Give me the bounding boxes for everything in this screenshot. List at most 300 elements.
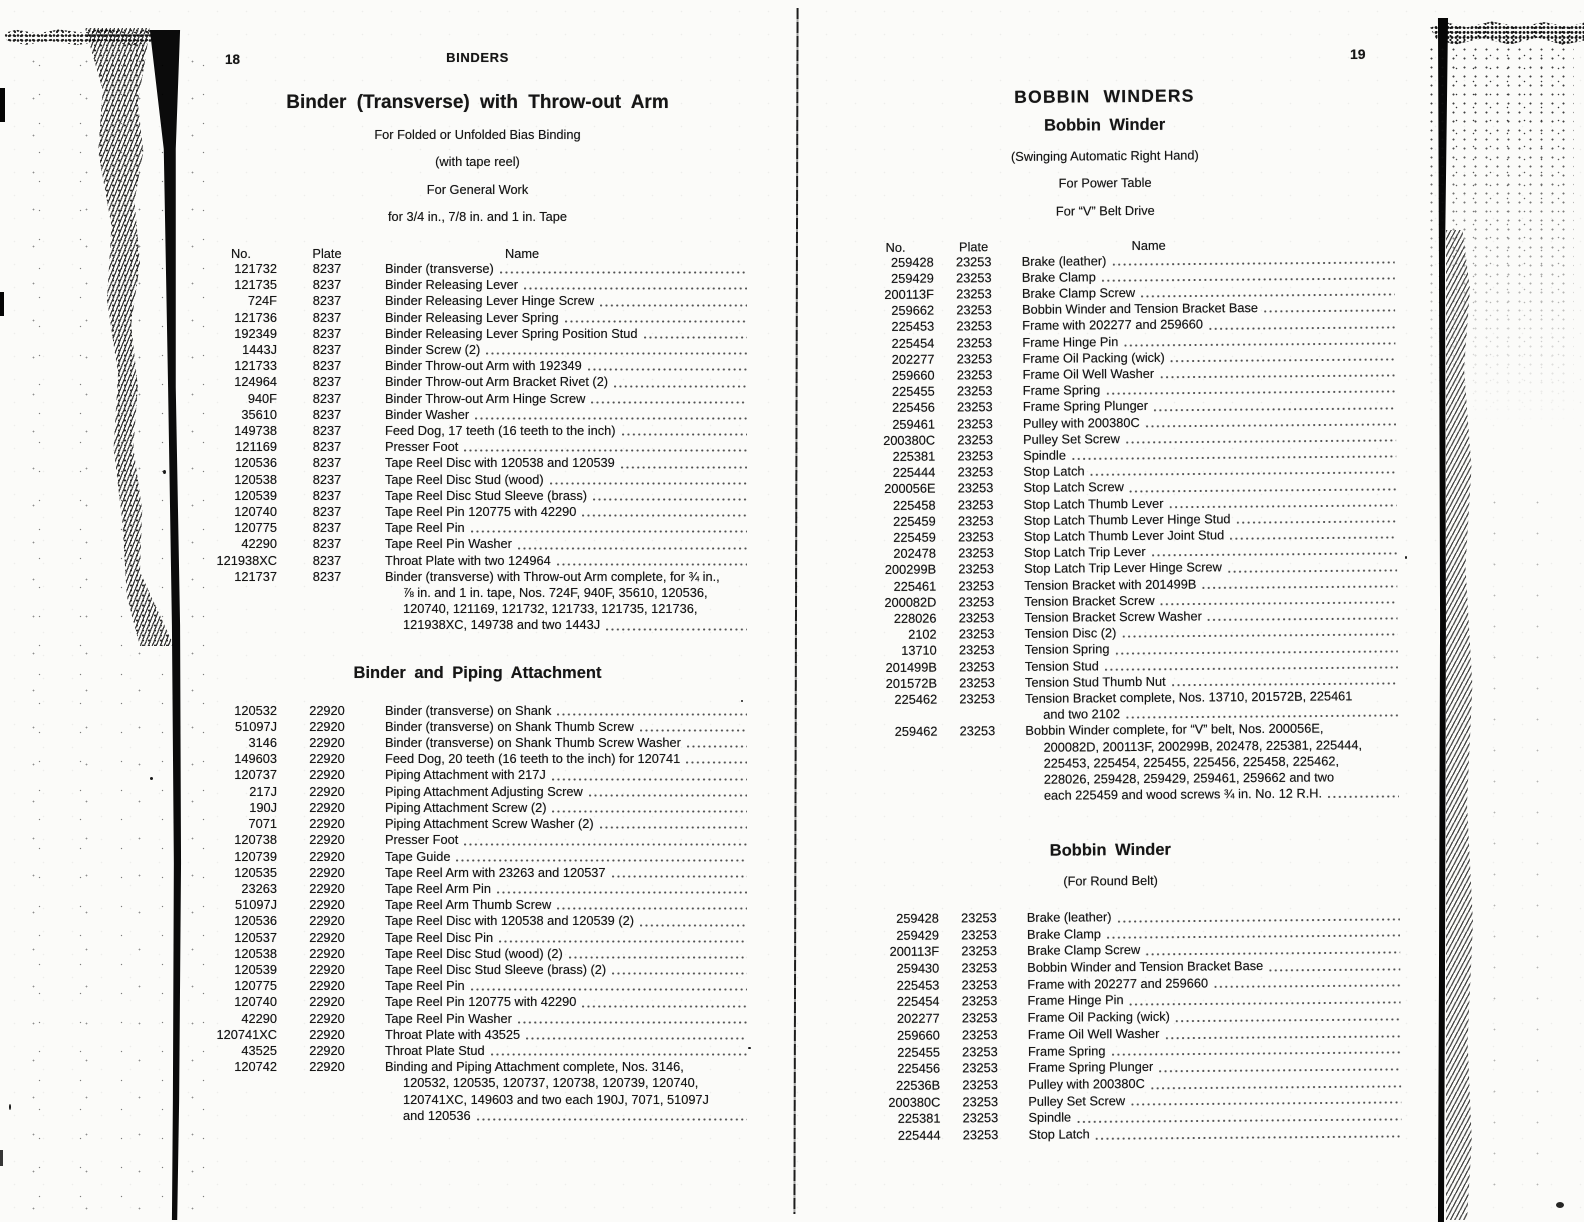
part-number: 42290 bbox=[241, 536, 277, 552]
part-name-text: Feed Dog, 20 teeth (16 teeth to the inch) for 120741 bbox=[385, 751, 681, 767]
part-number: 35610 bbox=[241, 406, 277, 422]
table-row-continuation bbox=[862, 785, 1402, 805]
dot-leader bbox=[640, 729, 747, 732]
plate-number: 23253 bbox=[956, 302, 992, 318]
part-number: 124964 bbox=[234, 374, 277, 390]
part-name-text: Tension Bracket complete, Nos. 13710, 201572B, 225461 bbox=[1025, 688, 1353, 706]
scan-artifact-corner-dot bbox=[1556, 1202, 1564, 1208]
part-name-text: Piping Attachment with 217J bbox=[385, 767, 546, 783]
dot-leader bbox=[687, 745, 747, 748]
part-name bbox=[377, 407, 750, 423]
part-name-text: Tension Spring bbox=[1024, 641, 1110, 658]
part-number: 23263 bbox=[241, 880, 277, 896]
section-subtitle: For Folded or Unfolded Bias Binding bbox=[374, 126, 581, 142]
part-name-continued bbox=[377, 1075, 750, 1091]
part-name-text: Frame Oil Packing (wick) bbox=[1027, 1008, 1170, 1025]
part-number: 201499B bbox=[885, 659, 937, 675]
dot-leader bbox=[644, 336, 747, 339]
part-name-text: Binder (transverse) bbox=[385, 261, 494, 276]
table-row bbox=[205, 1059, 750, 1075]
table-row bbox=[205, 1011, 750, 1027]
part-name-continued bbox=[377, 1108, 750, 1124]
dot-leader bbox=[526, 1037, 747, 1040]
plate-number: 23253 bbox=[956, 350, 993, 367]
part-number: 259462 bbox=[894, 723, 938, 740]
part-number: 202277 bbox=[896, 1010, 940, 1026]
part-number-spacer bbox=[862, 756, 938, 773]
dot-leader bbox=[1170, 504, 1397, 509]
plate-number: 22920 bbox=[309, 880, 345, 896]
running-head-binders: BINDERS bbox=[446, 50, 509, 65]
part-name-text: Frame Spring bbox=[1022, 382, 1101, 398]
part-name bbox=[377, 881, 750, 897]
part-name bbox=[377, 553, 750, 569]
part-number: 940F bbox=[247, 390, 277, 406]
dot-leader bbox=[497, 891, 747, 894]
part-number: 3146 bbox=[248, 735, 277, 751]
dot-leader bbox=[552, 810, 747, 813]
table-row bbox=[205, 310, 750, 326]
part-name-text: Tape Reel Arm Pin bbox=[385, 880, 491, 896]
parts-section bbox=[862, 839, 1404, 1145]
table-row bbox=[205, 488, 750, 504]
table-row bbox=[205, 536, 750, 552]
dot-leader bbox=[600, 826, 747, 829]
part-name bbox=[377, 310, 750, 326]
table-row bbox=[205, 881, 750, 897]
dot-leader bbox=[486, 352, 747, 355]
part-name-text: Throat Plate Stud bbox=[385, 1042, 485, 1058]
part-number: 192349 bbox=[234, 325, 277, 341]
part-name-continued bbox=[377, 585, 750, 601]
plate-number: 22920 bbox=[309, 897, 345, 913]
parts-table bbox=[858, 235, 1402, 805]
plate-number: 23253 bbox=[961, 1010, 998, 1026]
part-name-text: 120532, 120535, 120737, 120738, 120739, 120740, bbox=[403, 1075, 699, 1091]
part-name bbox=[377, 816, 750, 832]
section-title: Binder and Piping Attachment bbox=[353, 663, 602, 682]
table-row bbox=[205, 439, 750, 455]
dot-leader bbox=[1122, 633, 1397, 638]
dot-leader bbox=[557, 563, 747, 566]
table-row bbox=[205, 800, 750, 816]
part-name bbox=[377, 865, 750, 881]
part-number: 259660 bbox=[897, 1027, 940, 1043]
table-row bbox=[205, 1027, 750, 1043]
plate-number: 23253 bbox=[956, 318, 993, 334]
part-number: 259429 bbox=[896, 927, 940, 943]
part-name-text: Tension Bracket Screw Washer bbox=[1024, 608, 1202, 625]
part-number: 120742 bbox=[234, 1059, 277, 1075]
part-name-text: Spindle bbox=[1028, 1109, 1072, 1126]
part-name-text: 121938XC, 149738 and two 1443J bbox=[403, 617, 601, 633]
part-name bbox=[377, 930, 750, 946]
part-number: 190J bbox=[249, 799, 277, 815]
part-number: 121735 bbox=[234, 277, 277, 293]
plate-number: 22920 bbox=[309, 1026, 345, 1042]
plate-number: 23253 bbox=[957, 448, 994, 464]
part-number: 120536 bbox=[234, 913, 277, 929]
dot-leader bbox=[1091, 471, 1397, 476]
part-name-text: Presser Foot bbox=[385, 832, 459, 848]
part-name-text: Frame Oil Well Washer bbox=[1027, 1025, 1160, 1042]
part-name bbox=[377, 978, 750, 994]
parts-table bbox=[205, 703, 750, 1124]
part-name-text: Binder (transverse) on Shank Thumb Screw bbox=[385, 718, 634, 734]
table-row bbox=[205, 897, 750, 913]
dot-leader bbox=[588, 368, 747, 371]
plate-spacer bbox=[277, 585, 377, 601]
part-number: 121938XC bbox=[216, 552, 277, 568]
part-name bbox=[377, 439, 750, 455]
plate-number: 23253 bbox=[958, 593, 995, 610]
dot-leader bbox=[1077, 1118, 1401, 1124]
table-row bbox=[205, 277, 750, 293]
part-name bbox=[377, 520, 750, 536]
dot-leader bbox=[1214, 984, 1400, 988]
plate-number: 8237 bbox=[312, 504, 342, 520]
part-name-text: 120740, 121169, 121732, 121733, 121735, 121736, bbox=[403, 601, 698, 617]
dot-leader bbox=[1151, 1085, 1401, 1090]
section-title: Binder (Transverse) with Throw-out Arm bbox=[286, 92, 669, 113]
dot-leader bbox=[1124, 342, 1395, 347]
part-name-text: Binding and Piping Attachment complete, Nos. 3146, bbox=[385, 1059, 684, 1075]
plate-number: 8237 bbox=[312, 471, 342, 487]
table-row bbox=[205, 784, 750, 800]
part-number: 121736 bbox=[234, 309, 277, 325]
part-name-text: Tape Reel Arm Thumb Screw bbox=[385, 897, 552, 913]
part-name-text: Stop Latch Trip Lever Hinge Screw bbox=[1024, 559, 1222, 577]
table-row bbox=[205, 865, 750, 881]
page-18-sections bbox=[205, 92, 750, 1124]
part-name bbox=[377, 897, 750, 913]
part-name-text: Binder Throw-out Arm Bracket Rivet (2) bbox=[385, 374, 609, 390]
dot-leader bbox=[622, 433, 748, 436]
part-name bbox=[377, 342, 750, 358]
part-number: 121733 bbox=[234, 358, 277, 374]
plate-number: 23253 bbox=[961, 993, 998, 1009]
part-name bbox=[377, 1027, 750, 1043]
part-number: 13710 bbox=[901, 642, 937, 659]
dot-leader bbox=[1230, 536, 1397, 540]
part-name bbox=[377, 784, 750, 800]
part-name-text: Frame Spring Plunger bbox=[1022, 398, 1149, 415]
dot-leader bbox=[1126, 714, 1398, 719]
plate-number: 22920 bbox=[309, 945, 345, 961]
part-number: 259428 bbox=[890, 254, 934, 270]
table-row bbox=[205, 374, 750, 390]
table-row bbox=[205, 1043, 750, 1059]
part-name-text: Binder Throw-out Arm Hinge Screw bbox=[385, 390, 586, 406]
table-row bbox=[205, 569, 750, 585]
plate-number: 23253 bbox=[955, 269, 992, 286]
dot-leader bbox=[612, 972, 747, 975]
page-19-main-heading: BOBBIN WINDERS bbox=[1014, 85, 1195, 107]
dot-leader bbox=[1237, 520, 1397, 524]
part-name-text: Frame with 202277 and 259660 bbox=[1027, 975, 1209, 992]
dot-leader bbox=[518, 1021, 747, 1024]
plate-number: 22920 bbox=[309, 799, 345, 815]
part-name-text: Binder Releasing Lever Hinge Screw bbox=[385, 293, 595, 309]
column-header-plate: Plate bbox=[958, 238, 989, 254]
table-row-continuation bbox=[205, 1092, 750, 1108]
part-number: 120539 bbox=[234, 961, 277, 977]
dot-leader bbox=[1176, 1018, 1401, 1023]
scan-artifact-right-hatch-band bbox=[1446, 230, 1476, 1220]
dot-leader bbox=[565, 320, 747, 323]
part-number: 121732 bbox=[234, 261, 277, 276]
plate-number: 22920 bbox=[309, 913, 345, 929]
dot-leader bbox=[518, 547, 747, 550]
page-19-column bbox=[856, 40, 1405, 1145]
part-number: 259429 bbox=[891, 270, 934, 286]
part-name-text: Tape Reel Disc Stud Sleeve (brass) (2) bbox=[385, 961, 607, 977]
part-name-text: Stop Latch Trip Lever bbox=[1023, 544, 1146, 561]
plate-number: 22920 bbox=[309, 848, 345, 864]
dot-leader bbox=[1208, 617, 1398, 621]
part-number: 200380C bbox=[883, 432, 936, 448]
dot-leader bbox=[589, 794, 747, 797]
section-subtitle: For Power Table bbox=[1058, 174, 1152, 191]
part-name-text: Piping Attachment Screw Washer (2) bbox=[385, 816, 594, 832]
part-number: 22536B bbox=[895, 1077, 941, 1093]
part-number: 259660 bbox=[891, 367, 935, 383]
plate-number: 23253 bbox=[958, 577, 995, 593]
part-name-text: Feed Dog, 17 teeth (16 teeth to the inch) bbox=[385, 423, 616, 439]
part-name-text: 228026, 259428, 259429, 259461, 259662 and two bbox=[1043, 769, 1335, 787]
dot-leader bbox=[477, 1118, 747, 1121]
part-name-text: Bobbin Winder and Tension Bracket Base bbox=[1027, 958, 1264, 975]
part-number: 200082D bbox=[884, 594, 937, 610]
dot-leader bbox=[550, 482, 747, 485]
part-name-text: Tape Reel Disc with 120538 and 120539 bbox=[385, 455, 615, 471]
part-number: 1443J bbox=[242, 342, 277, 358]
part-name-text: Binder (transverse) on Shank bbox=[385, 702, 552, 718]
table-row bbox=[205, 407, 750, 423]
plate-number: 8237 bbox=[312, 277, 342, 293]
parts-section bbox=[205, 92, 750, 634]
part-name-text: Tension Stud bbox=[1024, 657, 1099, 674]
plate-number: 8237 bbox=[312, 261, 342, 276]
scan-artifact-top-right-band bbox=[1430, 20, 1584, 46]
dot-leader bbox=[1171, 358, 1396, 363]
column-header-name: Name bbox=[505, 246, 540, 261]
dot-leader bbox=[1130, 487, 1397, 492]
plate-number: 8237 bbox=[312, 423, 342, 439]
part-number: 149603 bbox=[234, 751, 277, 767]
part-name-text: Brake Clamp Screw bbox=[1027, 942, 1141, 959]
part-number: 120738 bbox=[234, 832, 277, 848]
part-name-text: Brake (leather) bbox=[1026, 909, 1112, 925]
plate-number: 22920 bbox=[309, 864, 345, 880]
part-name-text: Presser Foot bbox=[385, 439, 459, 455]
plate-spacer bbox=[938, 788, 1018, 805]
part-name bbox=[1021, 1124, 1405, 1144]
part-name bbox=[377, 504, 750, 520]
table-row bbox=[205, 391, 750, 407]
table-column-headers bbox=[205, 246, 750, 261]
part-name-text: and 120536 bbox=[403, 1107, 471, 1123]
plate-number: 23253 bbox=[962, 1043, 998, 1059]
section-subtitle: (with tape reel) bbox=[435, 154, 520, 169]
part-name-continued bbox=[377, 617, 750, 633]
table-row bbox=[205, 946, 750, 962]
part-name-text: Binder Screw (2) bbox=[385, 342, 481, 358]
plate-spacer bbox=[277, 1075, 377, 1091]
table-row bbox=[865, 1124, 1405, 1145]
plate-number: 23253 bbox=[957, 464, 994, 480]
dot-leader bbox=[621, 466, 747, 469]
page-number-18: 18 bbox=[225, 52, 241, 67]
part-name bbox=[377, 1043, 750, 1059]
dot-leader bbox=[1131, 1101, 1401, 1106]
part-number-spacer bbox=[205, 1075, 277, 1091]
part-name-text: Binder (transverse) on Shank Thumb Screw Washer bbox=[385, 735, 681, 751]
part-number: 217J bbox=[249, 783, 277, 799]
dot-leader bbox=[1141, 293, 1395, 298]
dot-leader bbox=[1096, 1135, 1402, 1140]
part-name bbox=[377, 293, 750, 309]
part-name-text: Spindle bbox=[1023, 447, 1066, 463]
table-row-continuation bbox=[205, 1075, 750, 1091]
part-number: 225381 bbox=[897, 1110, 941, 1127]
parts-section bbox=[857, 114, 1402, 806]
part-name-text: Tape Reel Pin 120775 with 42290 bbox=[385, 504, 577, 520]
table-row bbox=[205, 261, 750, 277]
part-name-text: Tape Guide bbox=[385, 848, 451, 864]
dot-leader bbox=[1264, 309, 1395, 313]
part-name-text: Binder Releasing Lever Spring Position Stud bbox=[385, 325, 638, 341]
part-name-text: Pulley with 200380C bbox=[1028, 1075, 1145, 1092]
scan-artifact-right-speckles bbox=[1424, 44, 1574, 424]
part-number: 120775 bbox=[234, 520, 277, 536]
plate-number: 8237 bbox=[312, 406, 342, 422]
dot-leader bbox=[1072, 455, 1396, 461]
part-number: 225459 bbox=[892, 513, 936, 529]
dot-leader bbox=[1106, 390, 1395, 395]
dot-leader bbox=[471, 988, 747, 991]
table-row bbox=[205, 751, 750, 767]
part-number: 120775 bbox=[234, 978, 277, 994]
dot-leader bbox=[593, 498, 747, 501]
part-name-text: Stop Latch bbox=[1023, 463, 1085, 479]
plate-number: 8237 bbox=[312, 487, 342, 503]
dot-leader bbox=[582, 1005, 747, 1008]
dot-leader bbox=[614, 385, 747, 388]
part-number: 225461 bbox=[893, 578, 937, 594]
plate-number: 22920 bbox=[309, 929, 345, 945]
plate-number: 22920 bbox=[309, 702, 345, 718]
plate-number: 8237 bbox=[312, 520, 342, 536]
scan-artifact-edge-dash bbox=[0, 1150, 3, 1166]
plate-number: 8237 bbox=[312, 455, 342, 471]
dot-leader bbox=[1209, 325, 1395, 329]
part-number: 42290 bbox=[241, 1010, 277, 1026]
part-name bbox=[377, 536, 750, 552]
plate-number: 23253 bbox=[962, 1127, 999, 1143]
table-row bbox=[205, 832, 750, 848]
part-name-text: Throat Plate with 43525 bbox=[385, 1026, 521, 1042]
plate-spacer bbox=[938, 756, 1018, 773]
table-row bbox=[205, 913, 750, 929]
part-name-text: Frame Hinge Pin bbox=[1022, 333, 1119, 350]
plate-number: 22920 bbox=[309, 978, 345, 994]
part-name-text: Binder Releasing Lever bbox=[385, 277, 519, 293]
part-name bbox=[377, 994, 750, 1010]
table-row bbox=[205, 816, 750, 832]
plate-number: 22920 bbox=[309, 751, 345, 767]
part-name bbox=[377, 569, 750, 585]
plate-number: 23253 bbox=[961, 909, 997, 926]
part-name bbox=[377, 423, 750, 439]
part-number: 51097J bbox=[235, 897, 277, 913]
part-name bbox=[377, 261, 750, 277]
part-name-text: Tension Bracket with 201499B bbox=[1024, 576, 1197, 593]
part-number-spacer bbox=[205, 1092, 277, 1108]
table-row bbox=[205, 358, 750, 374]
table-row bbox=[205, 455, 750, 471]
table-row-continuation bbox=[205, 601, 750, 617]
plate-spacer bbox=[277, 617, 377, 633]
part-number: 2102 bbox=[908, 626, 937, 642]
part-name-text: Binder Washer bbox=[385, 406, 470, 422]
scan-artifact-edge-dash bbox=[0, 88, 5, 122]
part-name bbox=[377, 358, 750, 374]
scan-artifact-left-hatch-band bbox=[74, 28, 184, 646]
plate-number: 8237 bbox=[312, 293, 342, 309]
part-number-spacer bbox=[861, 708, 937, 725]
dot-leader bbox=[1105, 666, 1398, 671]
table-row-continuation bbox=[205, 617, 750, 633]
part-name-text: and two 2102 bbox=[1043, 706, 1121, 722]
part-name-text: Pulley with 200380C bbox=[1022, 414, 1140, 431]
part-number: 225444 bbox=[892, 464, 936, 481]
part-number: 200056E bbox=[884, 480, 936, 497]
dot-leader bbox=[475, 417, 747, 420]
part-number: 225453 bbox=[891, 318, 935, 335]
plate-number: 23253 bbox=[962, 1060, 998, 1076]
part-name bbox=[377, 326, 750, 342]
page-number-19: 19 bbox=[1350, 46, 1366, 62]
part-name-text: Tension Disc (2) bbox=[1024, 625, 1117, 642]
part-number: 200113F bbox=[889, 943, 940, 960]
dot-leader bbox=[1146, 951, 1400, 956]
plate-spacer bbox=[937, 740, 1017, 757]
section-subtitle: For “V” Belt Drive bbox=[1055, 202, 1155, 219]
part-name-text: 120741XC, 149603 and two each 190J, 7071, 51097J bbox=[403, 1091, 709, 1107]
plate-number: 8237 bbox=[312, 439, 342, 455]
column-header-name: Name bbox=[1131, 237, 1166, 253]
plate-number: 22920 bbox=[309, 1010, 345, 1026]
section-subtitle: for 3/4 in., 7/8 in. and 1 in. Tape bbox=[387, 209, 568, 224]
part-number: 120740 bbox=[234, 504, 277, 520]
part-name bbox=[377, 800, 750, 816]
part-number: 201572B bbox=[885, 675, 938, 691]
section-subtitle: (Swinging Automatic Right Hand) bbox=[1010, 146, 1199, 164]
dot-leader bbox=[1328, 795, 1399, 799]
part-number: 200380C bbox=[888, 1094, 941, 1110]
dot-leader bbox=[524, 287, 747, 290]
part-name-text: Brake Clamp bbox=[1026, 925, 1102, 942]
plate-number: 23253 bbox=[956, 399, 993, 415]
part-name-text: ⅞ in. and 1 in. tape, Nos. 724F, 940F, 35610, 120536, bbox=[403, 585, 708, 601]
dot-leader bbox=[557, 713, 747, 716]
dot-leader bbox=[552, 778, 747, 781]
part-name bbox=[377, 1011, 750, 1027]
plate-number: 23253 bbox=[956, 334, 993, 350]
part-number: 259430 bbox=[896, 960, 940, 976]
part-name-text: Pulley Set Screw bbox=[1028, 1092, 1126, 1109]
